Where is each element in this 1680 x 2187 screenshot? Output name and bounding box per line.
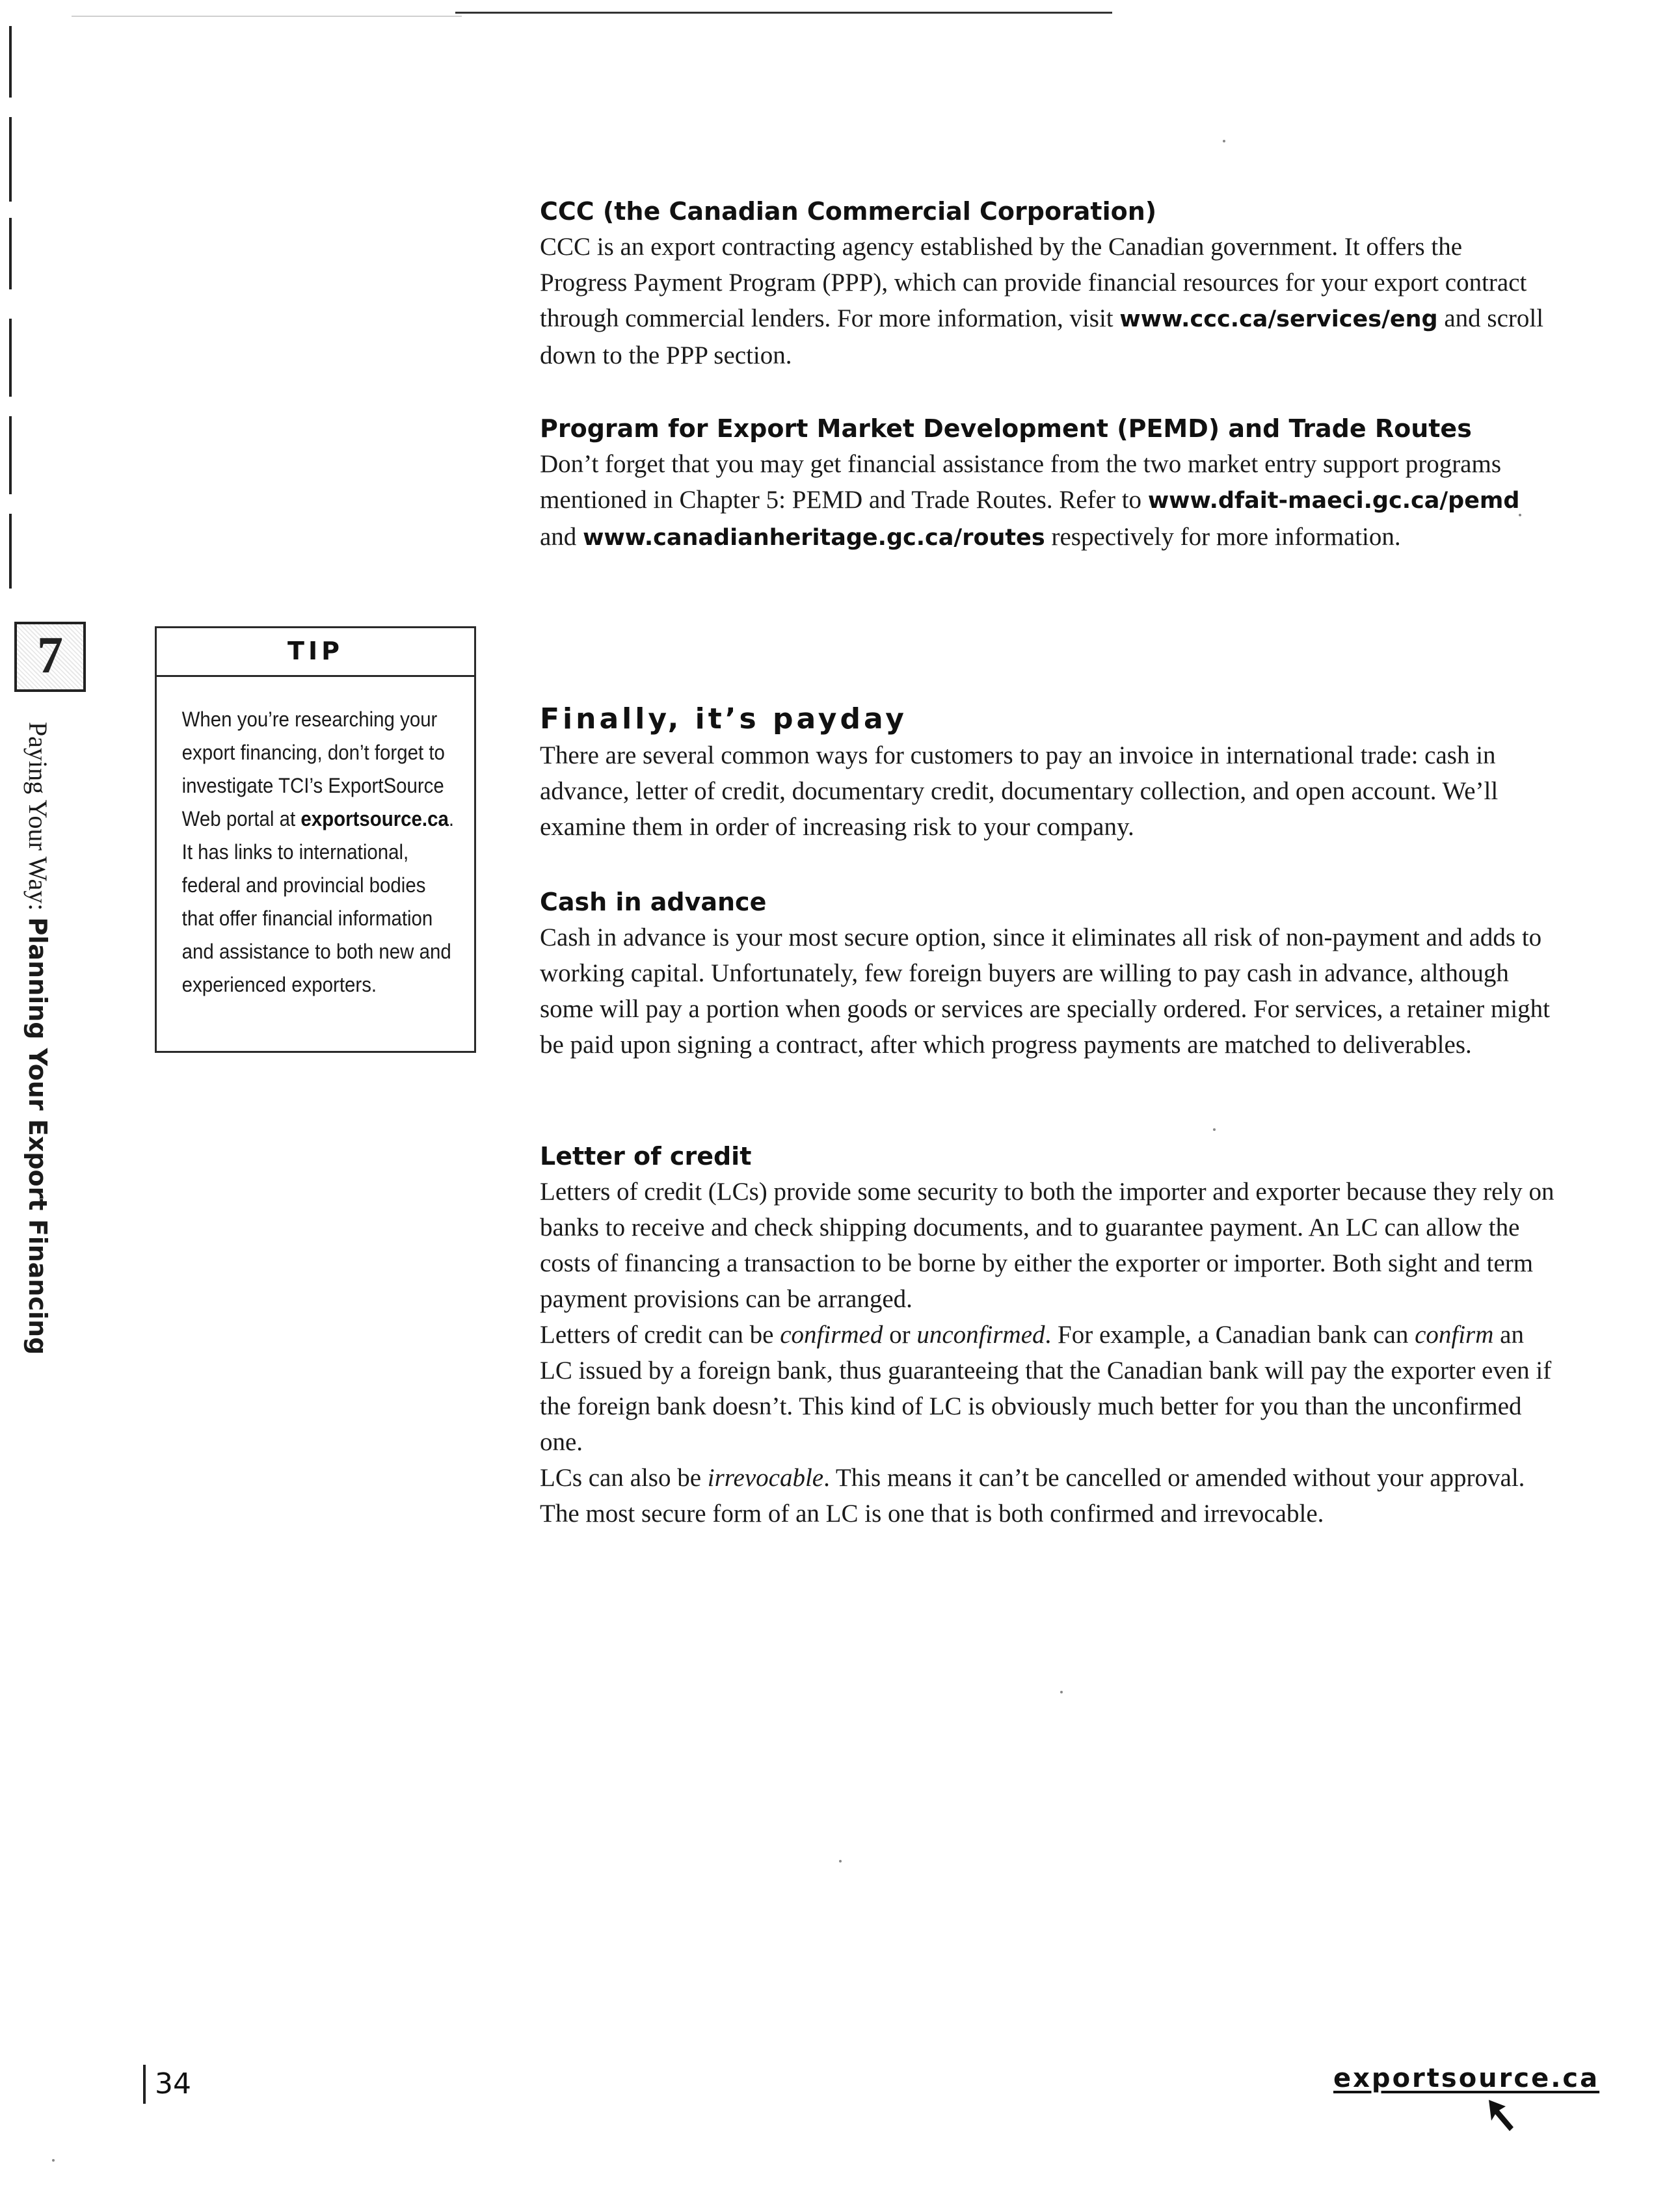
lc-p2-emphasis: confirmed — [780, 1321, 883, 1349]
pemd-text: Don’t forget that you may get financial assistance from the two market entry support programs mentioned in Chapter 5: PEMD and Trade Routes. Refer to — [540, 450, 1502, 514]
lc-p3-emphasis: irrevocable — [707, 1464, 824, 1492]
binding-mark — [9, 218, 12, 289]
lc-paragraph-2 — [540, 1317, 1554, 1460]
payday-heading: Finally, it’s payday — [540, 702, 907, 736]
binding-mark — [9, 117, 12, 202]
ccc-heading: CCC (the Canadian Commercial Corporation) — [540, 197, 1157, 226]
lc-p3-text: . This means it can’t be cancelled or amended without your approval. The most secure form of an LC is one that is both confirmed and irrevocable. — [540, 1464, 1525, 1528]
lc-p2-emphasis: confirm — [1415, 1321, 1494, 1349]
binding-mark — [9, 26, 12, 98]
footer-site-link[interactable]: exportsource.ca — [1333, 2063, 1600, 2093]
pemd-text-middle: and — [540, 523, 583, 551]
pemd-text-after: respectively for more information. — [1045, 523, 1401, 551]
payday-paragraph: There are several common ways for customers to pay an invoice in international trade: cash in advance, letter of credit, documentary credit, documentary collection, and open account. We’ll examine them in order of increasing risk to your company. — [540, 741, 1499, 841]
ccc-url-link[interactable]: www.ccc.ca/services/eng — [1119, 306, 1438, 332]
running-title-bold: Planning Your Export Financing — [23, 917, 52, 1355]
section-cash-in-advance — [540, 886, 1554, 1063]
scan-speck — [1223, 140, 1225, 142]
chapter-number: 7 — [37, 627, 63, 684]
scan-speck — [839, 1860, 842, 1862]
tip-heading: TIP — [157, 628, 474, 677]
page-number: 34 — [143, 2065, 191, 2104]
ccc-text: CCC is an export contracting agency established by the Canadian government. It offers the Progress Payment Program (PPP), which can provide financial resources for your export contract through commercial lenders. For more information, visit — [540, 233, 1527, 332]
tip-text-after: . It has links to international, federal and provincial bodies that offer financial information and assistance to both new and experienced exporters. — [181, 807, 454, 996]
top-rule — [455, 12, 1112, 14]
running-title — [23, 722, 53, 1355]
running-title-prefix: Paying Your Way: — [23, 722, 53, 918]
ccc-paragraph — [540, 229, 1554, 373]
lc-paragraph-1: Letters of credit (LCs) provide some security to both the importer and exporter because they rely on banks to receive and check shipping documents, and to guarantee payment. An LC can allow the costs of financing a transaction to be borne by either the exporter or importer. Both sight and term payment provisions can be arranged. — [540, 1178, 1554, 1313]
top-faint-rule — [72, 16, 462, 17]
cash-heading: Cash in advance — [540, 888, 767, 916]
tip-box — [155, 626, 476, 1053]
tip-link[interactable]: exportsource.ca — [300, 807, 449, 830]
section-payday — [540, 701, 1554, 845]
chapter-number-badge — [14, 622, 86, 692]
section-letter-of-credit — [540, 1140, 1554, 1531]
tip-text — [157, 703, 479, 1001]
section-ccc — [540, 195, 1554, 373]
tip-text-before: When you’re researching your export financing, don’t forget to investigate TCI’s ExportSource Web portal at — [181, 708, 445, 830]
lc-p2-text: . For example, a Canadian bank can — [1045, 1321, 1415, 1349]
lc-p2-text: or — [883, 1321, 917, 1349]
binding-mark — [9, 514, 12, 589]
lc-p2-text: Letters of credit can be — [540, 1321, 780, 1349]
lc-p2-emphasis: unconfirmed — [916, 1321, 1045, 1349]
pemd-paragraph — [540, 446, 1554, 556]
binding-mark — [9, 416, 12, 494]
pemd-heading: Program for Export Market Development (PEMD) and Trade Routes — [540, 414, 1472, 443]
lc-p2-text: an LC issued by a foreign bank, thus guaranteeing that the Canadian bank will pay the exporter even if the foreign bank doesn’t. This kind of LC is obviously much better for you than the unconfirmed one. — [540, 1321, 1552, 1456]
scan-speck — [52, 2159, 55, 2162]
pemd-url-link[interactable]: www.dfait-maeci.gc.ca/pemd — [1147, 488, 1520, 514]
section-pemd — [540, 412, 1554, 556]
arrow-cursor-icon — [1486, 2097, 1525, 2136]
ccc-text-after: and scroll down to the PPP section. — [540, 304, 1544, 369]
lc-p3-text: LCs can also be — [540, 1464, 708, 1492]
scan-speck — [1060, 1691, 1063, 1693]
cash-paragraph: Cash in advance is your most secure option, since it eliminates all risk of non-payment and adds to working capital. Unfortunately, few foreign buyers are willing to pay cash in advance, although some will pay a portion when goods or services are specially ordered. For services, a retainer might be paid upon signing a contract, after which progress payments are matched to deliverables. — [540, 923, 1551, 1059]
lc-paragraph-3 — [540, 1460, 1554, 1531]
routes-url-link[interactable]: www.canadianheritage.gc.ca/routes — [583, 525, 1045, 551]
binding-mark — [9, 319, 12, 397]
lc-heading: Letter of credit — [540, 1142, 752, 1171]
scan-speck — [1213, 1128, 1216, 1131]
